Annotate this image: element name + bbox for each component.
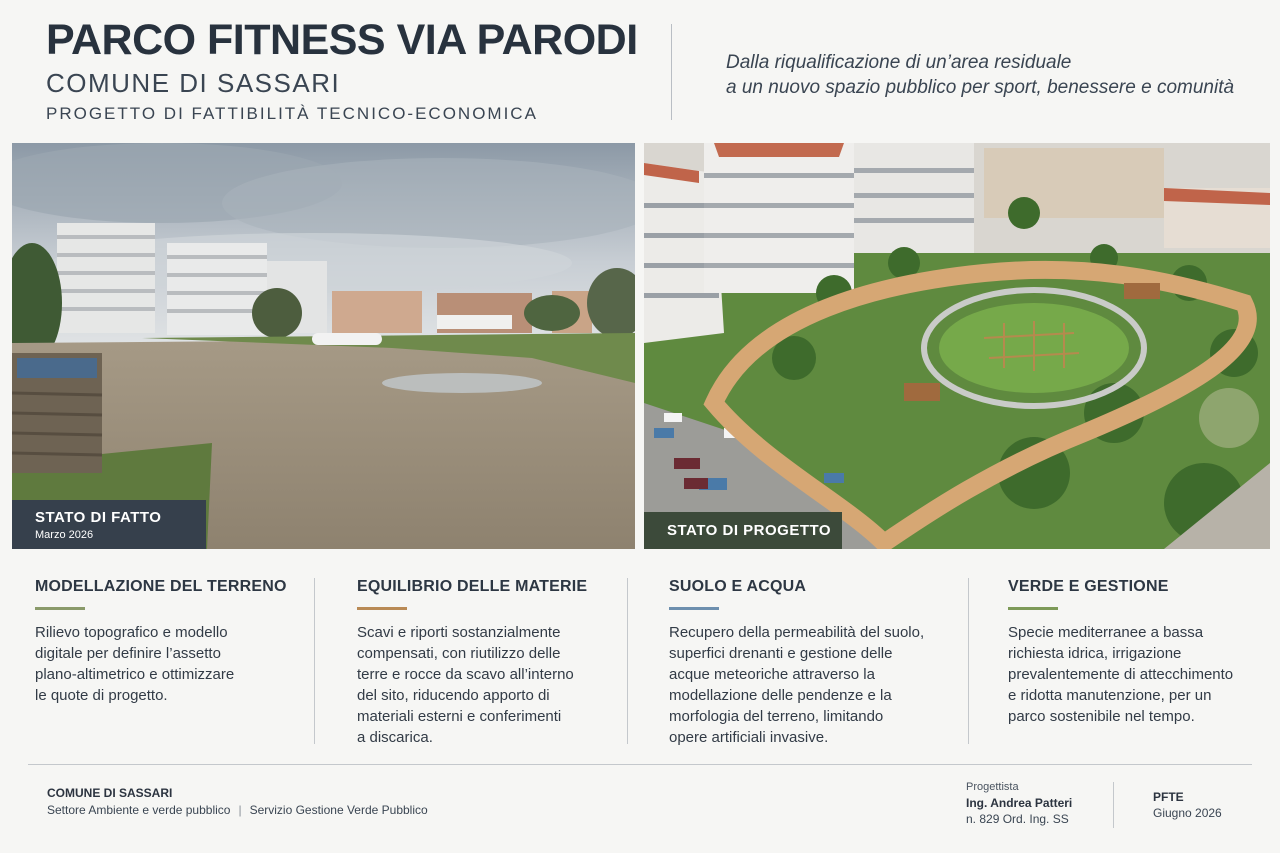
footer-divider [28, 764, 1252, 765]
column-divider [968, 578, 969, 744]
footer-department [47, 803, 428, 817]
current-state-date: Marzo 2026 [35, 529, 94, 541]
tagline [726, 50, 1256, 100]
header-divider [671, 24, 672, 120]
column-accent-bar [357, 607, 407, 610]
column-accent-bar [35, 607, 85, 610]
column-divider [314, 578, 315, 744]
document-code: PFTE [1153, 790, 1184, 804]
project-state-illustration [644, 143, 1270, 549]
header [0, 0, 1280, 140]
tagline-line-2: a un nuovo spazio pubblico per sport, benessere e comunità [726, 77, 1235, 98]
column-title: EQUILIBRIO DELLE MATERIE [357, 578, 588, 595]
page-title: PARCO FITNESS VIA PARODI [46, 16, 638, 64]
photo-project-state [644, 143, 1270, 549]
column-accent-bar [1008, 607, 1058, 610]
column-text: Scavi e riporti sostanzialmente compensati, con riutilizzo delle terre e rocce da scavo all’interno del sito, riducendo apporto di materiali esterni e conferimenti a discarica. [357, 624, 574, 746]
current-state-illustration [12, 143, 635, 549]
current-state-label [12, 500, 206, 549]
footer-department-name: Settore Ambiente e verde pubblico [47, 803, 231, 817]
designer-name: Ing. Andrea Patteri [966, 796, 1073, 810]
photo-current-state [12, 143, 635, 549]
column-title: SUOLO E ACQUA [669, 578, 807, 595]
footer-vertical-divider [1113, 782, 1114, 828]
document-date: Giugno 2026 [1153, 806, 1222, 820]
column-title: MODELLAZIONE DEL TERRENO [35, 578, 287, 595]
footer-separator: | [238, 803, 242, 817]
column-terrain-modeling [35, 578, 295, 706]
column-divider [627, 578, 628, 744]
tagline-line-1: Dalla riqualificazione di un’area residuale [726, 52, 1072, 73]
column-green-management [1008, 578, 1263, 727]
column-soil-water [669, 578, 959, 748]
project-state-label [644, 512, 842, 549]
column-text: Recupero della permeabilità del suolo, superfici drenanti e gestione delle acque meteoriche attraverso la modellazione delle pendenze e la morfologia del terreno, limitando opere artificiali invasive. [669, 624, 925, 746]
column-text: Specie mediterranee a bassa richiesta idrica, irrigazione prevalentemente di attecchimento e ridotta manutenzione, per un parco sostenibile nel tempo. [1008, 624, 1234, 725]
footer-organization: COMUNE DI SASSARI [47, 786, 173, 800]
project-type: PROGETTO DI FATTIBILITÀ TECNICO-ECONOMICA [46, 104, 538, 123]
project-state-title: STATO DI PROGETTO [667, 522, 832, 539]
column-accent-bar [669, 607, 719, 610]
designer-label: Progettista [966, 781, 1019, 793]
current-state-title: STATO DI FATTO [35, 509, 162, 526]
column-title: VERDE E GESTIONE [1008, 578, 1169, 595]
page-subtitle: COMUNE DI SASSARI [46, 68, 341, 98]
column-material-balance [357, 578, 617, 748]
designer-registration: n. 829 Ord. Ing. SS [966, 812, 1069, 826]
column-text: Rilievo topografico e modello digitale per definire l’assetto plano-altimetrico e ottimizzare le quote di progetto. [35, 624, 235, 704]
footer-service-name: Servizio Gestione Verde Pubblico [249, 803, 428, 817]
